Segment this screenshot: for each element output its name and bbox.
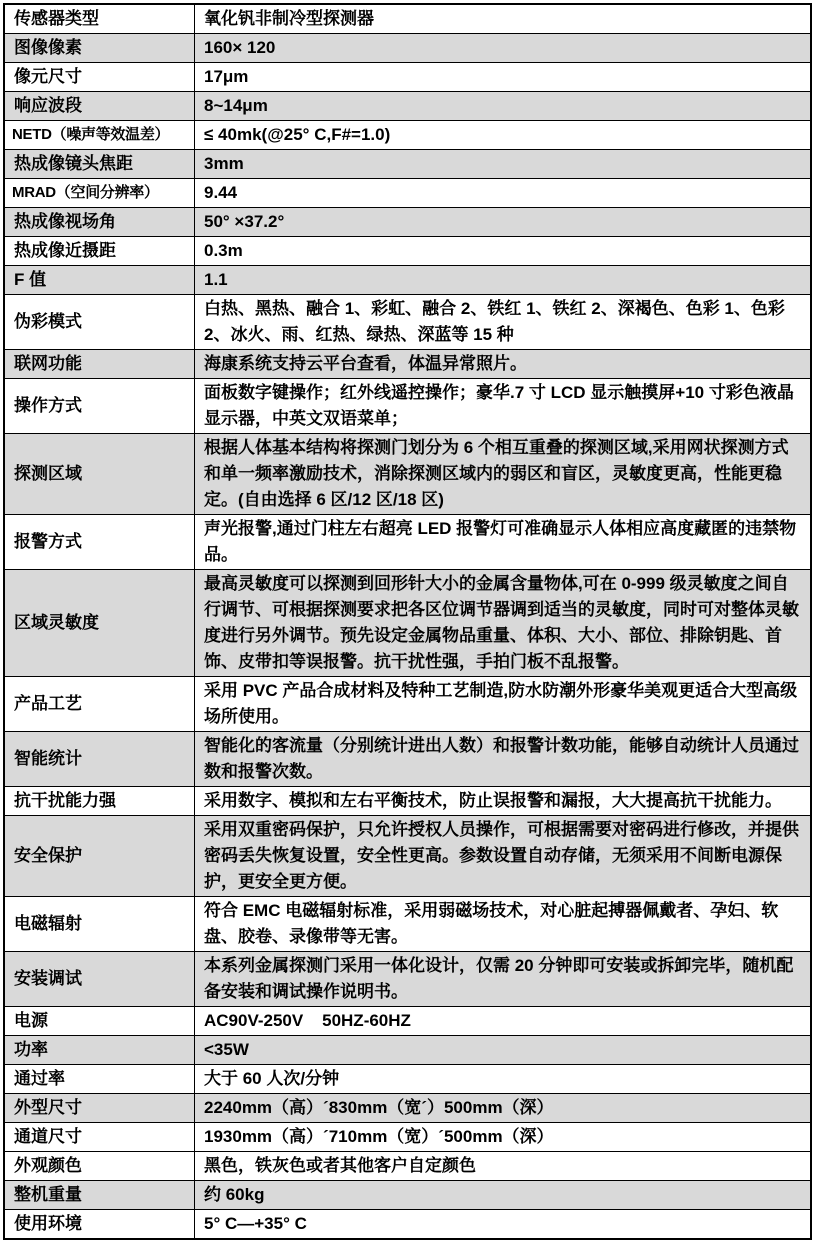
table-row xyxy=(4,677,811,732)
table-row xyxy=(4,208,811,237)
spec-label-cell: 热成像镜头焦距 xyxy=(4,150,195,179)
table-row xyxy=(4,897,811,952)
table-row xyxy=(4,92,811,121)
spec-value-cell: 最高灵敏度可以探测到回形针大小的金属含量物体,可在 0-999 级灵敏度之间自行调节、可根据探测要求把各区位调节器调到适当的灵敏度，同时可对整体灵敏度进行另外调节。预先设定金属物品重量、体积、大小、部位、排除钥匙、首饰、皮带扣等误报警。抗干扰性强，手拍门板不乱报警。 xyxy=(195,570,812,677)
table-row xyxy=(4,1123,811,1152)
spec-value-cell: 采用数字、模拟和左右平衡技术，防止误报警和漏报，大大提高抗干扰能力。 xyxy=(195,787,812,816)
spec-value-cell: 17μm xyxy=(195,63,812,92)
spec-table xyxy=(3,3,812,1240)
table-row xyxy=(4,350,811,379)
table-row xyxy=(4,1065,811,1094)
table-row xyxy=(4,295,811,350)
spec-label-cell: 热成像近摄距 xyxy=(4,237,195,266)
spec-label-cell: 通道尺寸 xyxy=(4,1123,195,1152)
table-row xyxy=(4,952,811,1007)
table-row xyxy=(4,4,811,34)
spec-value-cell: 面板数字键操作；红外线遥控操作；豪华.7 寸 LCD 显示触摸屏+10 寸彩色液晶显示器，中英文双语菜单； xyxy=(195,379,812,434)
spec-value-cell: ≤ 40mk(@25° C,F#=1.0) xyxy=(195,121,812,150)
spec-table-body xyxy=(4,4,811,1239)
spec-label-cell: 探测区域 xyxy=(4,434,195,515)
table-row xyxy=(4,816,811,897)
spec-value-cell: 海康系统支持云平台查看，体温异常照片。 xyxy=(195,350,812,379)
spec-label-cell: 产品工艺 xyxy=(4,677,195,732)
spec-label-cell: MRAD（空间分辨率） xyxy=(4,179,195,208)
spec-label-cell: 整机重量 xyxy=(4,1181,195,1210)
table-row xyxy=(4,63,811,92)
spec-label-cell: 使用环境 xyxy=(4,1210,195,1240)
spec-label-cell: 像元尺寸 xyxy=(4,63,195,92)
spec-label-cell: 安装调试 xyxy=(4,952,195,1007)
spec-label-cell: 抗干扰能力强 xyxy=(4,787,195,816)
spec-label-cell: 安全保护 xyxy=(4,816,195,897)
spec-label-cell: 图像像素 xyxy=(4,34,195,63)
table-row xyxy=(4,150,811,179)
table-row xyxy=(4,34,811,63)
table-row xyxy=(4,732,811,787)
table-row xyxy=(4,434,811,515)
table-row xyxy=(4,1007,811,1036)
spec-label-cell: 传感器类型 xyxy=(4,4,195,34)
spec-value-cell: 智能化的客流量（分别统计进出人数）和报警计数功能，能够自动统计人员通过数和报警次数。 xyxy=(195,732,812,787)
spec-label-cell: 响应波段 xyxy=(4,92,195,121)
spec-label-cell: 电源 xyxy=(4,1007,195,1036)
table-row xyxy=(4,1152,811,1181)
spec-value-cell: 本系列金属探测门采用一体化设计，仅需 20 分钟即可安装或拆卸完毕，随机配备安装和调试操作说明书。 xyxy=(195,952,812,1007)
spec-value-cell: 50° ×37.2° xyxy=(195,208,812,237)
spec-value-cell: 符合 EMC 电磁辐射标准，采用弱磁场技术，对心脏起搏器佩戴者、孕妇、软盘、胶卷、录像带等无害。 xyxy=(195,897,812,952)
table-row xyxy=(4,1094,811,1123)
spec-label-cell: 外型尺寸 xyxy=(4,1094,195,1123)
spec-label-cell: NETD（噪声等效温差） xyxy=(4,121,195,150)
spec-value-cell: 约 60kg xyxy=(195,1181,812,1210)
table-row xyxy=(4,266,811,295)
spec-value-cell: 声光报警,通过门柱左右超亮 LED 报警灯可准确显示人体相应高度藏匿的违禁物品。 xyxy=(195,515,812,570)
spec-value-cell: 采用双重密码保护，只允许授权人员操作，可根据需要对密码进行修改，并提供密码丢失恢复设置，安全性更高。参数设置自动存储，无须采用不间断电源保护，更安全更方便。 xyxy=(195,816,812,897)
spec-label-cell: 热成像视场角 xyxy=(4,208,195,237)
table-row xyxy=(4,515,811,570)
table-row xyxy=(4,1181,811,1210)
table-row xyxy=(4,121,811,150)
spec-label-cell: 区域灵敏度 xyxy=(4,570,195,677)
spec-label-cell: 外观颜色 xyxy=(4,1152,195,1181)
table-row xyxy=(4,787,811,816)
spec-value-cell: 根据人体基本结构将探测门划分为 6 个相互重叠的探测区域,采用网状探测方式和单一频率激励技术，消除探测区域内的弱区和盲区，灵敏度更高，性能更稳定。(自由选择 6 区/12 区/18 区) xyxy=(195,434,812,515)
spec-value-cell: 9.44 xyxy=(195,179,812,208)
spec-value-cell: 5° C—+35° C xyxy=(195,1210,812,1240)
spec-value-cell: 2240mm（高）´830mm（宽´）500mm（深） xyxy=(195,1094,812,1123)
spec-value-cell: 1930mm（高）´710mm（宽）´500mm（深） xyxy=(195,1123,812,1152)
spec-value-cell: 白热、黑热、融合 1、彩虹、融合 2、铁红 1、铁红 2、深褐色、色彩 1、色彩 2、冰火、雨、红热、绿热、深蓝等 15 种 xyxy=(195,295,812,350)
spec-label-cell: 电磁辐射 xyxy=(4,897,195,952)
spec-label-cell: 操作方式 xyxy=(4,379,195,434)
spec-value-cell: 大于 60 人次/分钟 xyxy=(195,1065,812,1094)
spec-value-cell: 8~14μm xyxy=(195,92,812,121)
spec-label-cell: 通过率 xyxy=(4,1065,195,1094)
table-row xyxy=(4,570,811,677)
spec-value-cell: <35W xyxy=(195,1036,812,1065)
spec-label-cell: 伪彩模式 xyxy=(4,295,195,350)
table-row xyxy=(4,379,811,434)
table-row xyxy=(4,1036,811,1065)
table-row xyxy=(4,237,811,266)
spec-value-cell: 160× 120 xyxy=(195,34,812,63)
spec-value-cell: 0.3m xyxy=(195,237,812,266)
spec-value-cell: 1.1 xyxy=(195,266,812,295)
spec-value-cell: 氧化钒非制冷型探测器 xyxy=(195,4,812,34)
spec-label-cell: 功率 xyxy=(4,1036,195,1065)
spec-value-cell: 采用 PVC 产品合成材料及特种工艺制造,防水防潮外形豪华美观更适合大型高级场所使用。 xyxy=(195,677,812,732)
spec-label-cell: F 值 xyxy=(4,266,195,295)
spec-label-cell: 智能统计 xyxy=(4,732,195,787)
spec-value-cell: AC90V-250V 50HZ-60HZ xyxy=(195,1007,812,1036)
spec-label-cell: 联网功能 xyxy=(4,350,195,379)
spec-value-cell: 3mm xyxy=(195,150,812,179)
spec-value-cell: 黑色，铁灰色或者其他客户自定颜色 xyxy=(195,1152,812,1181)
spec-label-cell: 报警方式 xyxy=(4,515,195,570)
table-row xyxy=(4,179,811,208)
